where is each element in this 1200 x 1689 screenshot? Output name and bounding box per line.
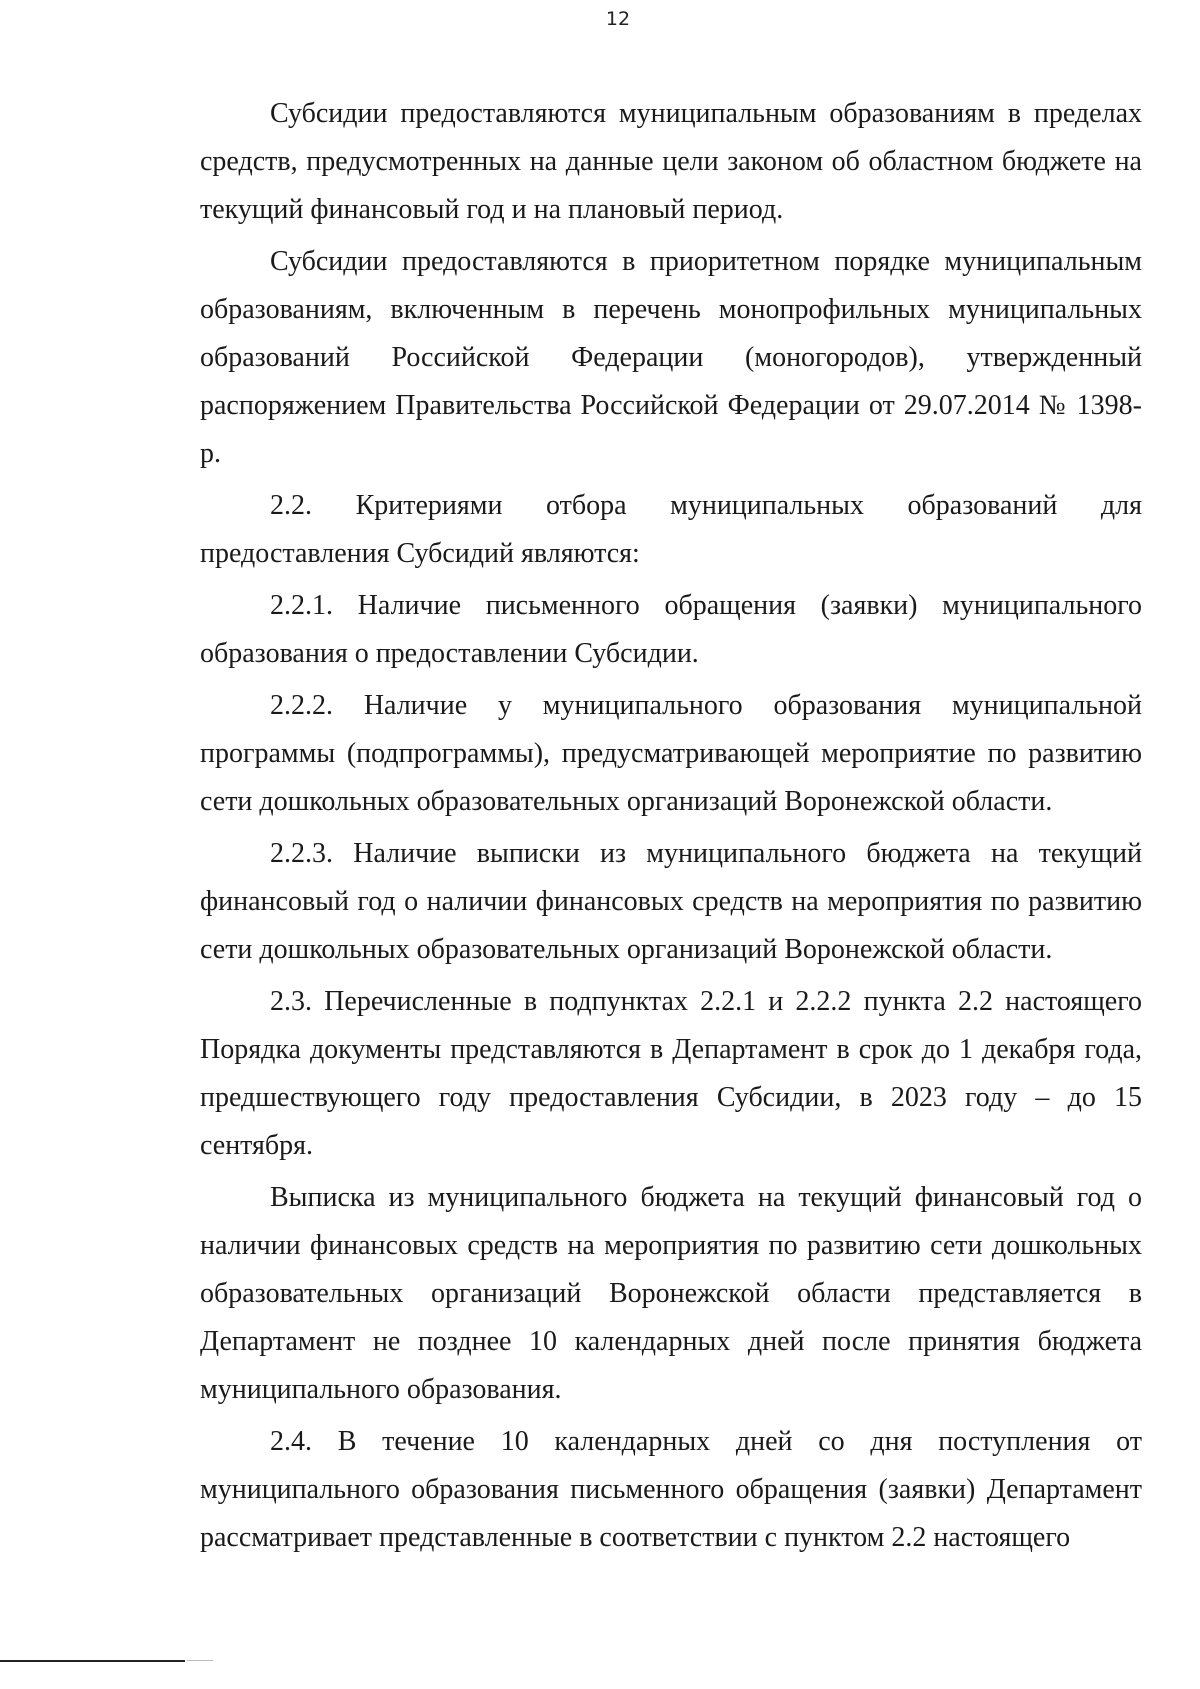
paragraph-priority-order: Субсидии предоставляются в приоритетном порядке муниципальным образованиям, включенным в перечень монопрофильных муниципальных образований Российской Федерации (моногородов), утвержденный распоряжением Правительства Российской Федерации от 29.07.2014 № 1398-р.	[200, 246, 1142, 469]
paragraph-2-2-3: 2.2.3. Наличие выписки из муниципального бюджета на текущий финансовый год о наличии финансовых средств на мероприятия по развитию сети дошкольных образовательных организаций Воронежской области.	[200, 838, 1142, 965]
paragraph-2-2-2: 2.2.2. Наличие у муниципального образования муниципальной программы (подпрограммы), предусматривающей мероприятие по развитию сети дошкольных образовательных организаций Воронежской области.	[200, 690, 1142, 817]
document-body	[200, 90, 1142, 1566]
paragraph-2-2: 2.2. Критериями отбора муниципальных образований для предоставления Субсидий являются:	[200, 490, 1142, 569]
page-number: 12	[605, 8, 631, 30]
paragraph-2-3: 2.3. Перечисленные в подпунктах 2.2.1 и 2.2.2 пункта 2.2 настоящего Порядка документы представляются в Департамент в срок до 1 декабря года, предшествующего году предоставления Субсидии, в 2023 году – до 15 сентября.	[200, 986, 1142, 1161]
footnote-rule-tail	[187, 1660, 213, 1661]
paragraph-2-4: 2.4. В течение 10 календарных дней со дня поступления от муниципального образования письменного обращения (заявки) Департамент рассматривает представленные в соответствии с пунктом 2.2 настоящего	[200, 1426, 1142, 1553]
paragraph-budget-extract: Выписка из муниципального бюджета на текущий финансовый год о наличии финансовых средств на мероприятия по развитию сети дошкольных образовательных организаций Воронежской области представляется в Департамент не позднее 10 календарных дней после принятия бюджета муниципального образования.	[200, 1182, 1142, 1405]
footnote-rule	[0, 1660, 185, 1662]
paragraph-2-2-1: 2.2.1. Наличие письменного обращения (заявки) муниципального образования о предоставлении Субсидии.	[200, 590, 1142, 669]
paragraph-subsidy-limits: Субсидии предоставляются муниципальным образованиям в пределах средств, предусмотренных на данные цели законом об областном бюджете на текущий финансовый год и на плановый период.	[200, 98, 1142, 225]
